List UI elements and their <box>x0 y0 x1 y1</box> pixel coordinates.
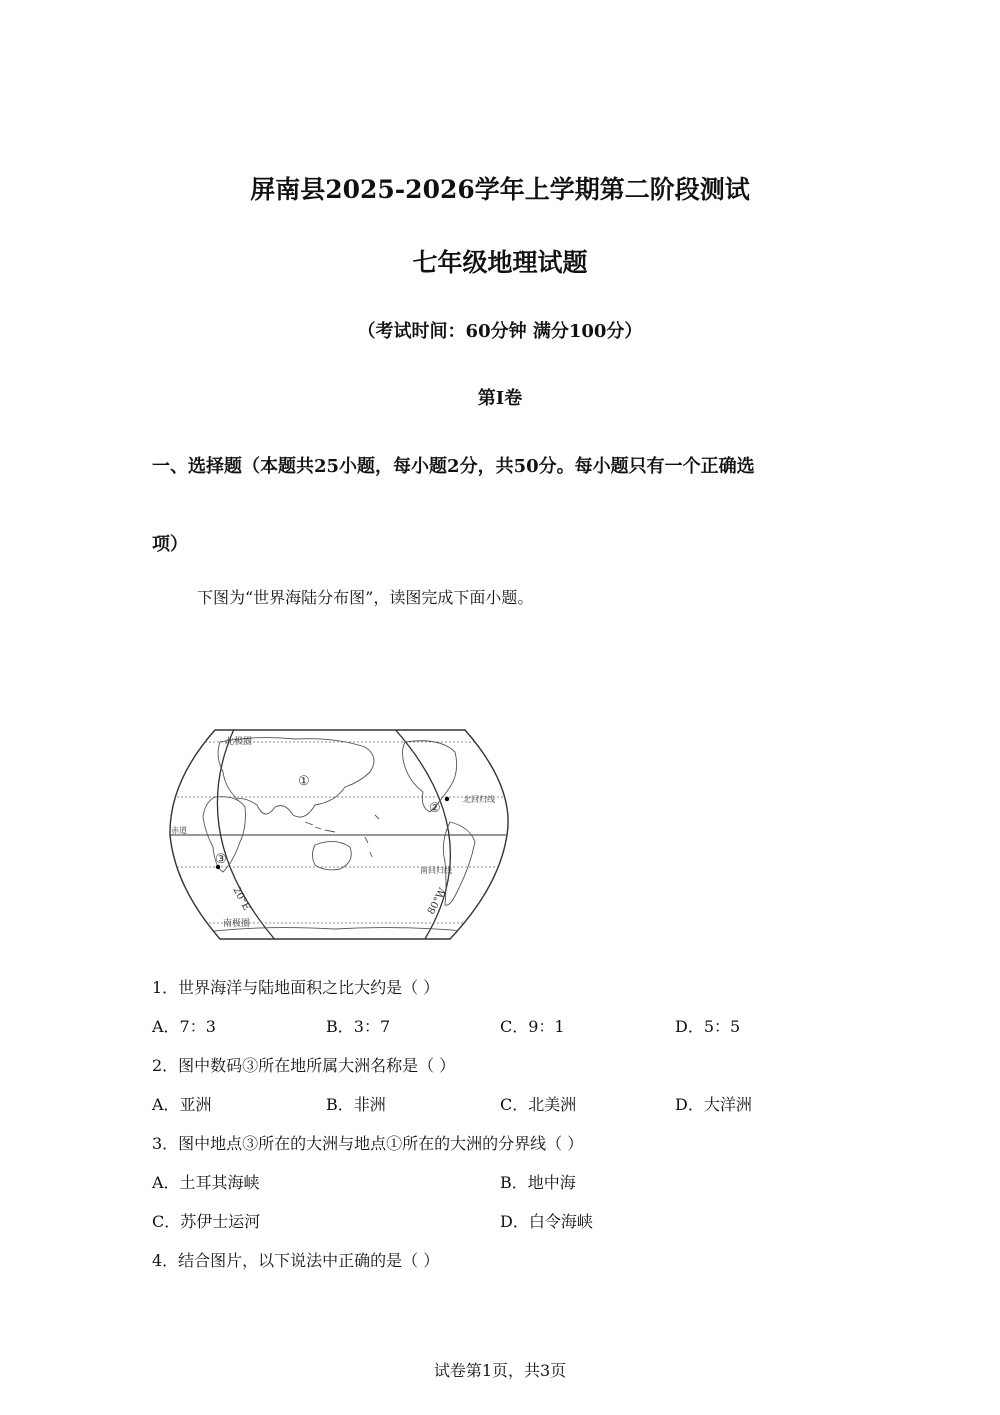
label-point-1: ① <box>298 774 310 789</box>
label-arctic-circle: 北极圈 <box>225 737 253 747</box>
exam-time-note: （考试时间：60分钟 满分100分） <box>357 321 643 342</box>
question-1-option-c: C．9：1 <box>500 1017 565 1036</box>
label-80w: 80°W <box>425 886 449 917</box>
label-20e: 20°E <box>230 885 252 913</box>
question-3-option-a: A．土耳其海峡 <box>152 1173 260 1192</box>
question-1-stem: 1．世界海洋与陆地面积之比大约是（ ） <box>152 978 440 997</box>
section-heading-line1: 一、选择题（本题共25小题，每小题2分，共50分。每小题只有一个正确选 <box>152 456 755 477</box>
exam-subtitle: 七年级地理试题 <box>412 248 588 277</box>
label-tropic-capricorn: 南回归线 <box>420 866 452 875</box>
question-1-option-a: A．7：3 <box>152 1017 216 1036</box>
label-tropic-cancer: 北回归线 <box>463 795 495 804</box>
label-point-2: ② <box>429 801 441 816</box>
exam-title: 屏南县2025-2026学年上学期第二阶段测试 <box>250 175 750 204</box>
question-2-option-a: A．亚洲 <box>152 1095 212 1114</box>
question-2-option-b: B．非洲 <box>326 1095 386 1114</box>
question-1-option-b: B．3：7 <box>326 1017 391 1036</box>
question-3-option-b: B．地中海 <box>500 1173 576 1192</box>
question-3-option-d: D．白令海峡 <box>500 1212 593 1231</box>
label-point-3: ③ <box>215 852 227 867</box>
question-2-option-c: C．北美洲 <box>500 1095 577 1114</box>
section-heading-line2: 项） <box>152 534 188 555</box>
page-footer: 试卷第1页，共3页 <box>433 1361 567 1380</box>
point-2-dot <box>445 797 449 801</box>
question-3-stem: 3．图中地点③所在的大洲与地点①所在的大洲的分界线（ ） <box>152 1134 584 1153</box>
world-land-sea-map <box>165 727 515 942</box>
question-3-option-c: C．苏伊士运河 <box>152 1212 261 1231</box>
question-2-option-d: D．大洋洲 <box>675 1095 752 1114</box>
question-2-stem: 2．图中数码③所在地所属大洲名称是（ ） <box>152 1056 456 1075</box>
label-antarctic-circle: 南极圈 <box>223 919 251 929</box>
question-1-option-d: D．5：5 <box>675 1017 741 1036</box>
volume-label: 第Ⅰ卷 <box>477 388 523 409</box>
label-equator: 赤道 <box>171 826 187 835</box>
intro-text: 下图为“世界海陆分布图”，读图完成下面小题。 <box>197 588 534 607</box>
question-4-stem: 4．结合图片，以下说法中正确的是（ ） <box>152 1251 440 1270</box>
